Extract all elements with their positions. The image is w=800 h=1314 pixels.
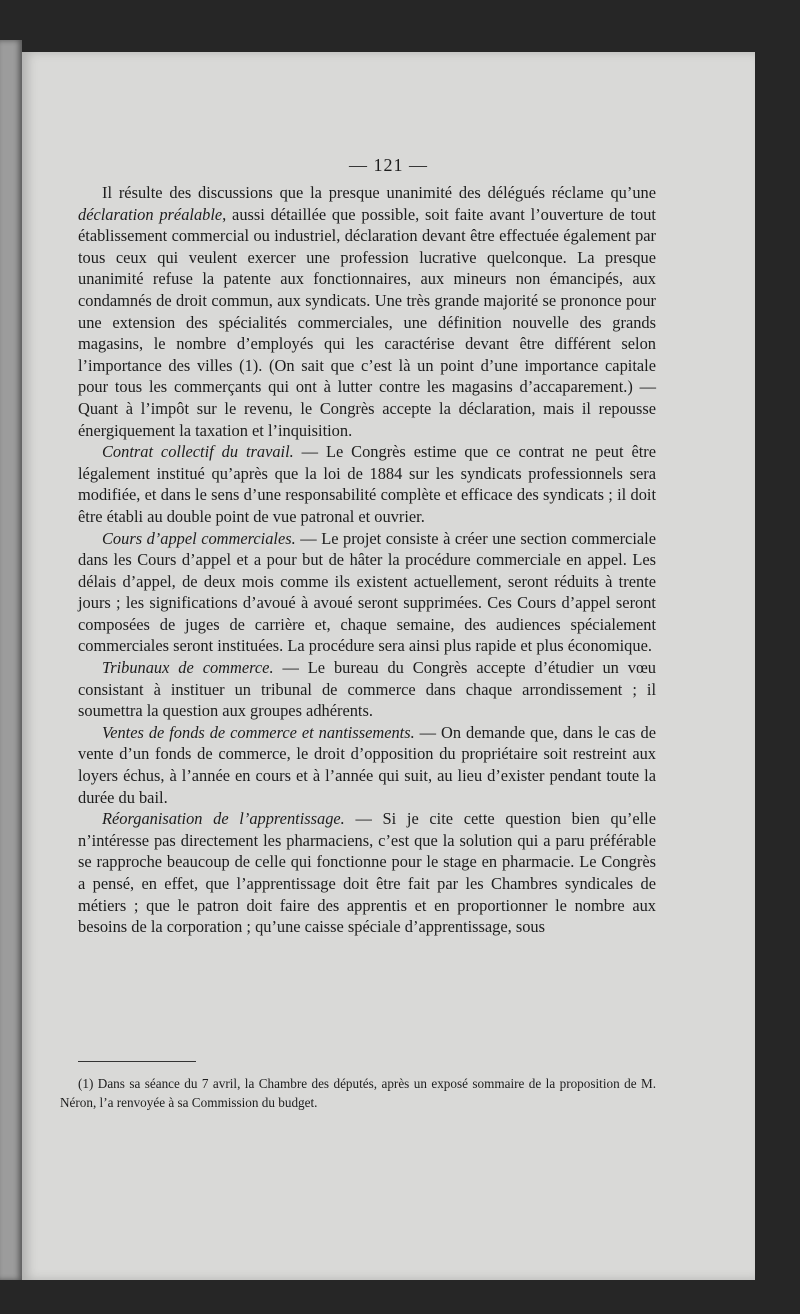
- paragraph-apprentissage: Réorganisation de l’apprentissage. — Si je cite cette question bien qu’elle n’intéresse pas directement les pharmaciens, c’est que la solution qui a paru préférable se rapproche beaucoup de celle qui fonctionne pour le stage en pharmacie. Le Congrès a pensé, en effet, que l’apprentissage doit être fait par les Chambres syndicales de métiers ; que le patron doit faire des apprentis et en proportionner le nombre aux besoins de la corporation ; qu’une caisse spéciale d’apprentissage, sous: [78, 809, 656, 937]
- page-number: — 121 —: [349, 155, 428, 175]
- previous-page-edge: [0, 40, 22, 1280]
- book-page: [22, 52, 755, 1280]
- footnote-rule: [78, 1061, 196, 1062]
- paragraph-contrat-collectif: Contrat collectif du travail. — Le Congrès estime que ce contrat ne peut être légalement institué qu’après que la loi de 1884 sur les syndicats professionnels sera modifiée, et dans le sens d’une responsabilité complète et efficace des syndicats ; il doit être établi au double point de vue patronal et ouvrier.: [78, 442, 657, 526]
- footnote: (1) Dans sa séance du 7 avril, la Chambre des députés, après un exposé sommaire de la proposition de M. Néron, l’a renvoyée à sa Commission du budget.: [60, 1076, 656, 1110]
- paragraph-cours-appel: Cours d’appel commerciales. — Le projet consiste à créer une section commerciale dans les Cours d’appel et a pour but de hâter la procédure commerciale en appel. Les délais d’appel, de deux mois comme ils existent actuellement, seront réduits à trente jours ; les significations d’avoué à avoué seront supprimées. Ces Cours d’appel seront composées de juges de carrière et, chaque semaine, des audiences spécialement commerciales seront instituées. La procédure sera ainsi plus rapide et plus économique.: [78, 528, 656, 656]
- body-text: [78, 182, 656, 938]
- paragraph-ventes-fonds: Ventes de fonds de commerce et nantissements. — On demande que, dans le cas de vente d’un fonds de commerce, le droit d’opposition du propriétaire soit restreint aux loyers échus, à l’année en cours et à l’année qui suit, au lieu d’exister pendant toute la durée du bail.: [78, 722, 656, 807]
- paragraph-declaration: Il résulte des discussions que la presque unanimité des délégués réclame qu’une déclaration préalable, aussi détaillée que possible, soit faite avant l’ouverture de tout établissement commercial ou industriel, déclaration devant être effectuée également par tous ceux qui veulent exercer une profession lucrative quelconque. La presque unanimité refuse la patente aux fonctionnaires, aux mineurs non émancipés, aux condamnés de droit commun, aux syndicats. Une très grande majorité se prononce pour une extension des spécialités commerciales, une définition nouvelle des grands magasins, le nombre d’employés qui les caractérise devant être différent selon l’importance des villes (1). (On sait que c’est là un point d’une importance capitale pour tous les commerçants qui ont à lutter contre les magasins d’accaparement.) — Quant à l’impôt sur le revenu, le Congrès accepte la déclaration, mais il repousse énergiquement la taxation et l’inquisition.: [78, 183, 656, 440]
- paragraph-tribunaux: Tribunaux de commerce. — Le bureau du Congrès accepte d’étudier un vœu consistant à instituer un tribunal de commerce dans chaque arrondissement ; il soumettra la question aux groupes adhérents.: [78, 658, 656, 721]
